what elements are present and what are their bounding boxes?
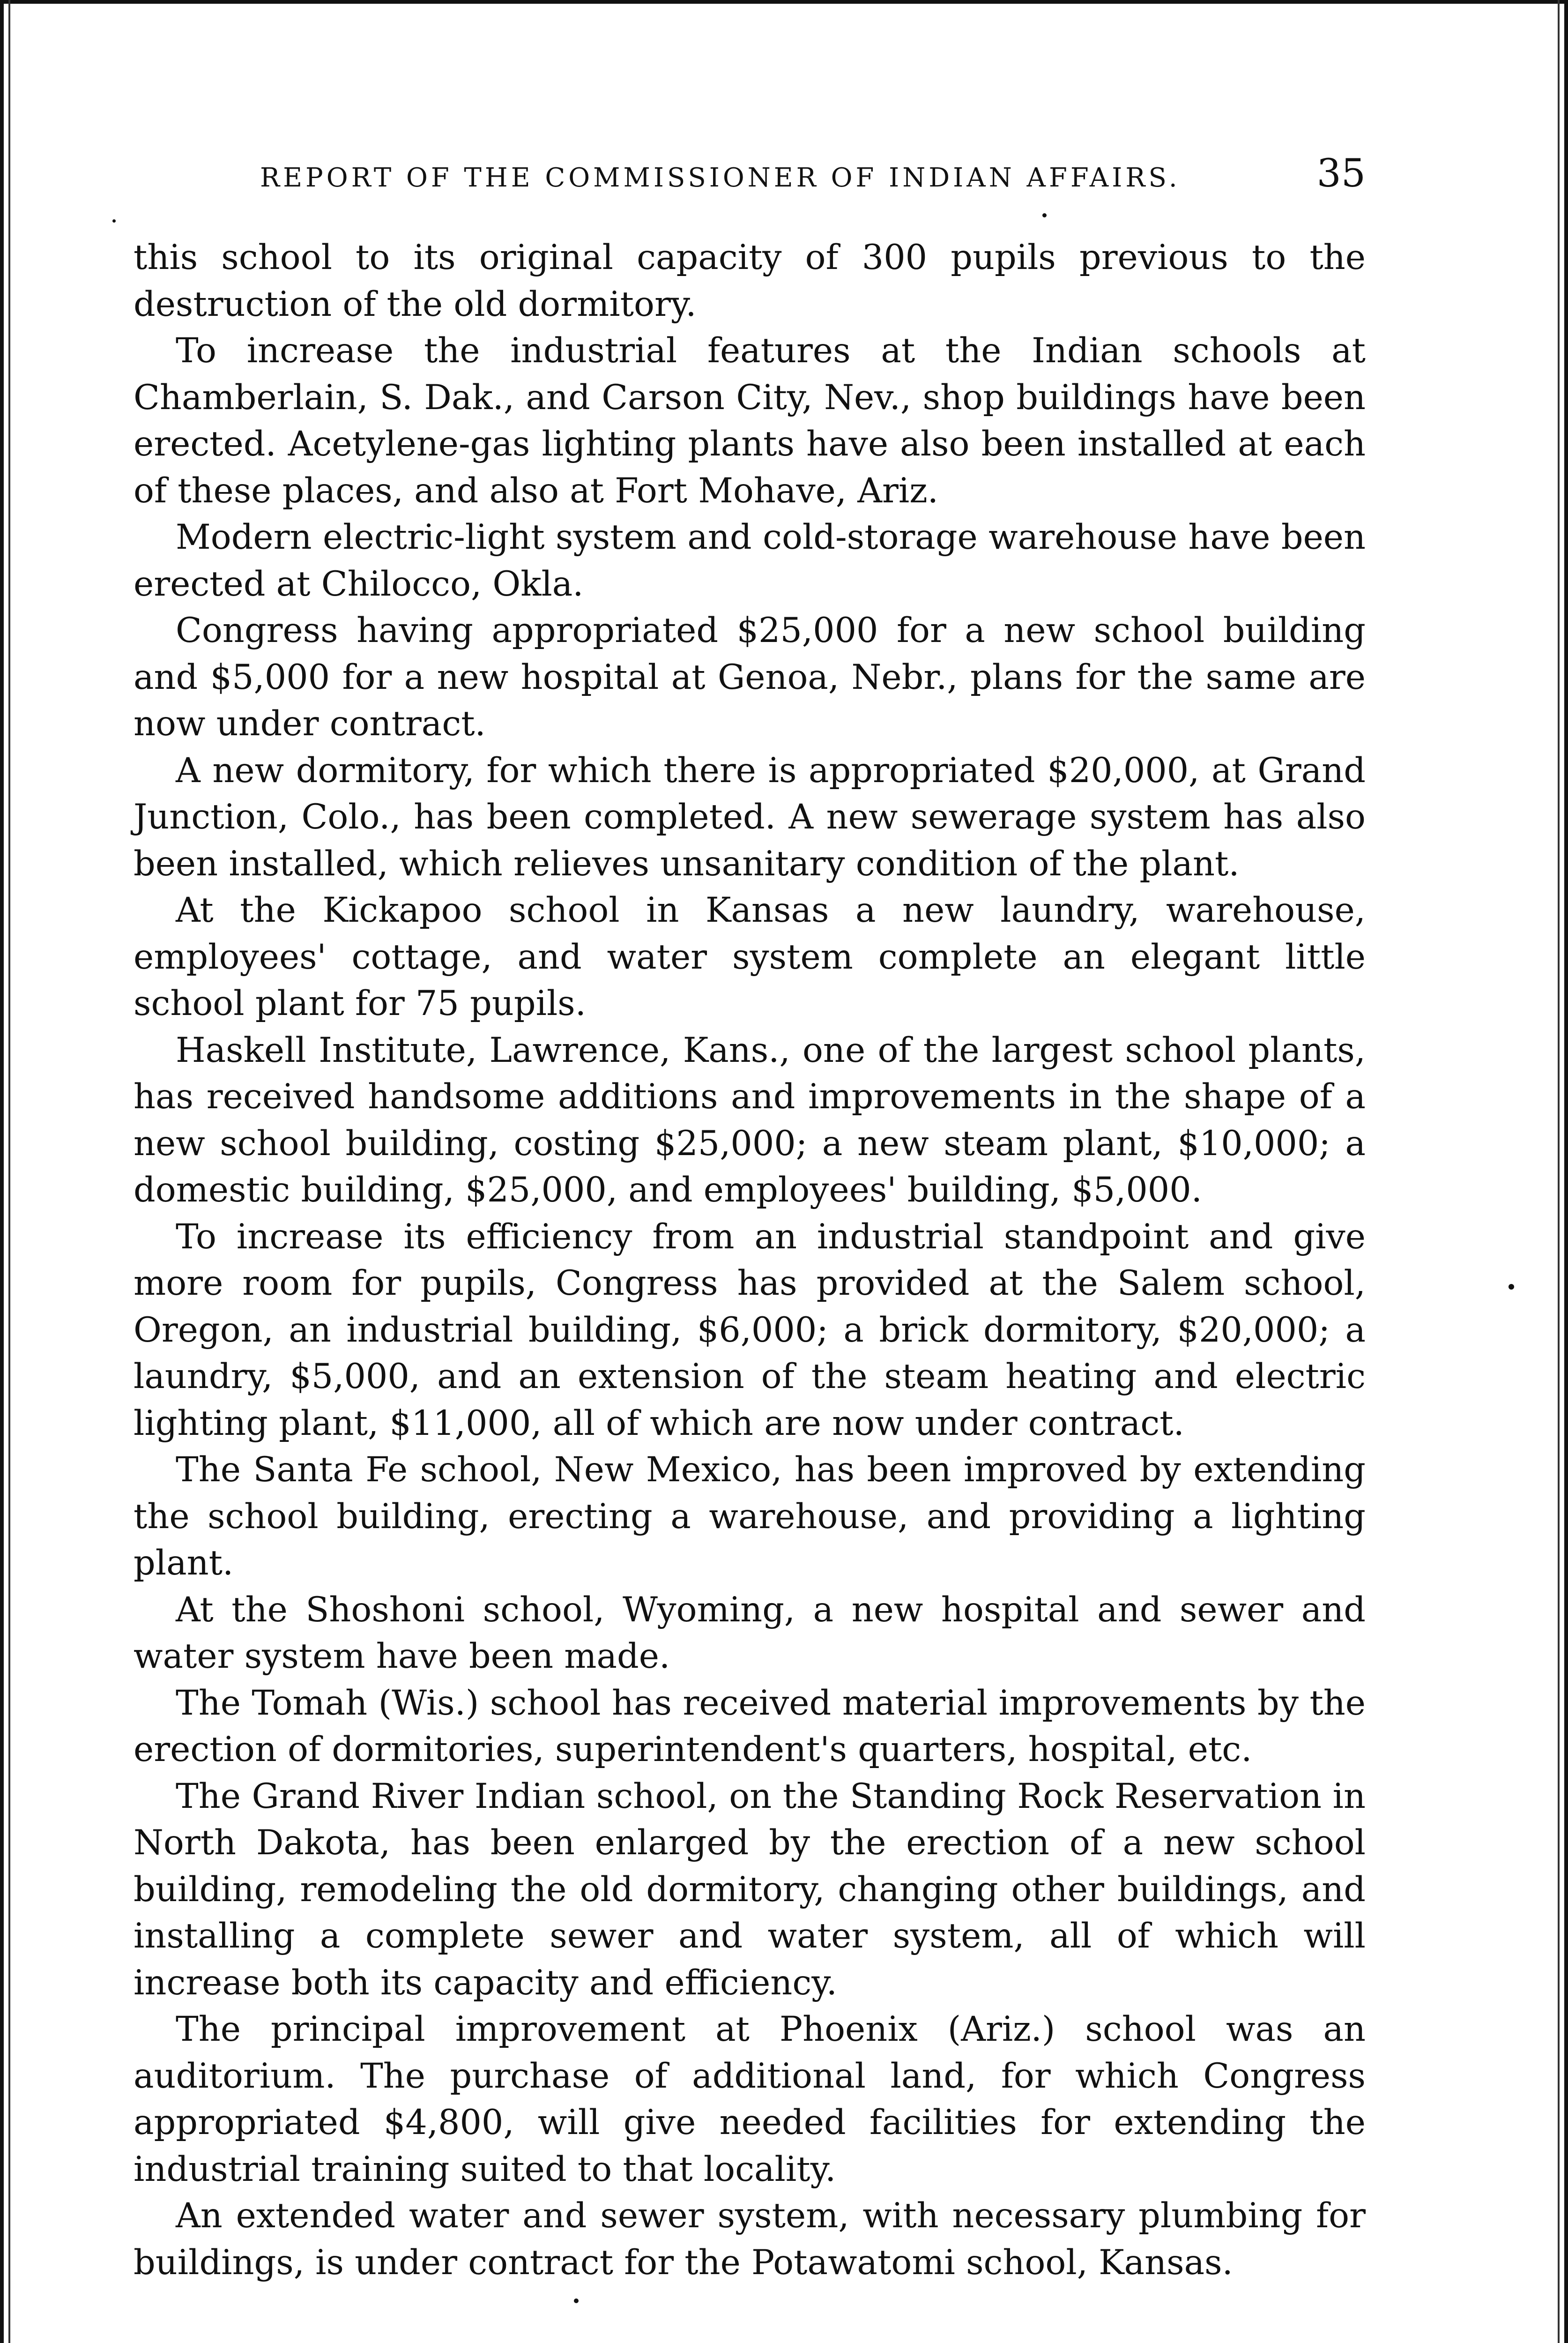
ink-speck — [1509, 1284, 1514, 1290]
body-text — [134, 234, 1366, 2286]
ink-speck — [1042, 213, 1047, 217]
paragraph-shoshoni: At the Shoshoni school, Wyoming, a new hospital and sewer and water system have been made. — [134, 1589, 1366, 1676]
paragraph-kickapoo: At the Kickapoo school in Kansas a new laundry, warehouse, employees' cottage, and water system complete an elegant little school plant for 75 pupils. — [134, 890, 1366, 1023]
scan-edge-right — [1558, 0, 1560, 2343]
scan-edge-left — [8, 0, 10, 2343]
paragraph-phoenix: The principal improvement at Phoenix (Ariz.) school was an auditorium. The purchase of additional land, for which Congress appropriated $4,800, will give needed facilities for extending the industrial training suited to that locality. — [134, 2009, 1366, 2189]
running-head: REPORT OF THE COMMISSIONER OF INDIAN AFFAIRS. — [260, 163, 1181, 193]
paragraph-santa-fe: The Santa Fe school, New Mexico, has been improved by extending the school building, erecting a warehouse, and providing a lighting plant. — [134, 1450, 1366, 1583]
paragraph-grand-river: The Grand River Indian school, on the Standing Rock Reservation in North Dakota, has been enlarged by the erection of a new school building, remodeling the old dormitory, changing other buildings, and installing a complete sewer and water system, all of which will increase both its capacity and efficiency. — [134, 1776, 1366, 2003]
paragraph-grand-junction: A new dormitory, for which there is appropriated $20,000, at Grand Junction, Colo., has been completed. A new sewerage system has also been installed, which relieves unsanitary condition of the plant. — [134, 750, 1366, 884]
paragraph-salem: To increase its efficiency from an industrial standpoint and give more room for pupils, Congress has provided at the Salem school, Oregon, an industrial building, $6,000; a brick dormitory, $20,000; a laundry, $5,000, and an extension of the steam heating and electric lighting plant, $11,000, all of which are now under contract. — [134, 1216, 1366, 1443]
paragraph-continuation: this school to its original capacity of 300 pupils previous to the destruction of the old dormitory. — [134, 238, 1366, 324]
paragraph-genoa: Congress having appropriated $25,000 for a new school building and $5,000 for a new hospital at Genoa, Nebr., plans for the same are now under contract. — [134, 611, 1366, 744]
paragraph-potawatomi: An extended water and sewer system, with necessary plumbing for buildings, is under contract for the Potawatomi school, Kansas. — [134, 2196, 1366, 2283]
page-header — [134, 143, 1366, 204]
paragraph-haskell: Haskell Institute, Lawrence, Kans., one of the largest school plants, has received handsome additions and improvements in the shape of a new school building, costing $25,000; a new steam plant, $10,000; a domestic building, $25,000, and employees' building, $5,000. — [134, 1030, 1366, 1210]
ink-speck — [574, 2298, 579, 2303]
paragraph-shop-buildings: To increase the industrial features at the Indian schools at Chamberlain, S. Dak., and Carson City, Nev., shop buildings have been erected. Acetylene-gas lighting plants have also been installed at each of these places, and also at Fort Mohave, Ariz. — [134, 331, 1366, 511]
paragraph-chilocco: Modern electric-light system and cold-storage warehouse have been erected at Chilocco, Okla. — [134, 517, 1366, 604]
ink-speck — [112, 219, 116, 223]
page-number: 35 — [1316, 151, 1366, 196]
paragraph-tomah: The Tomah (Wis.) school has received material improvements by the erection of dormitories, superintendent's quarters, hospital, etc. — [134, 1683, 1366, 1769]
